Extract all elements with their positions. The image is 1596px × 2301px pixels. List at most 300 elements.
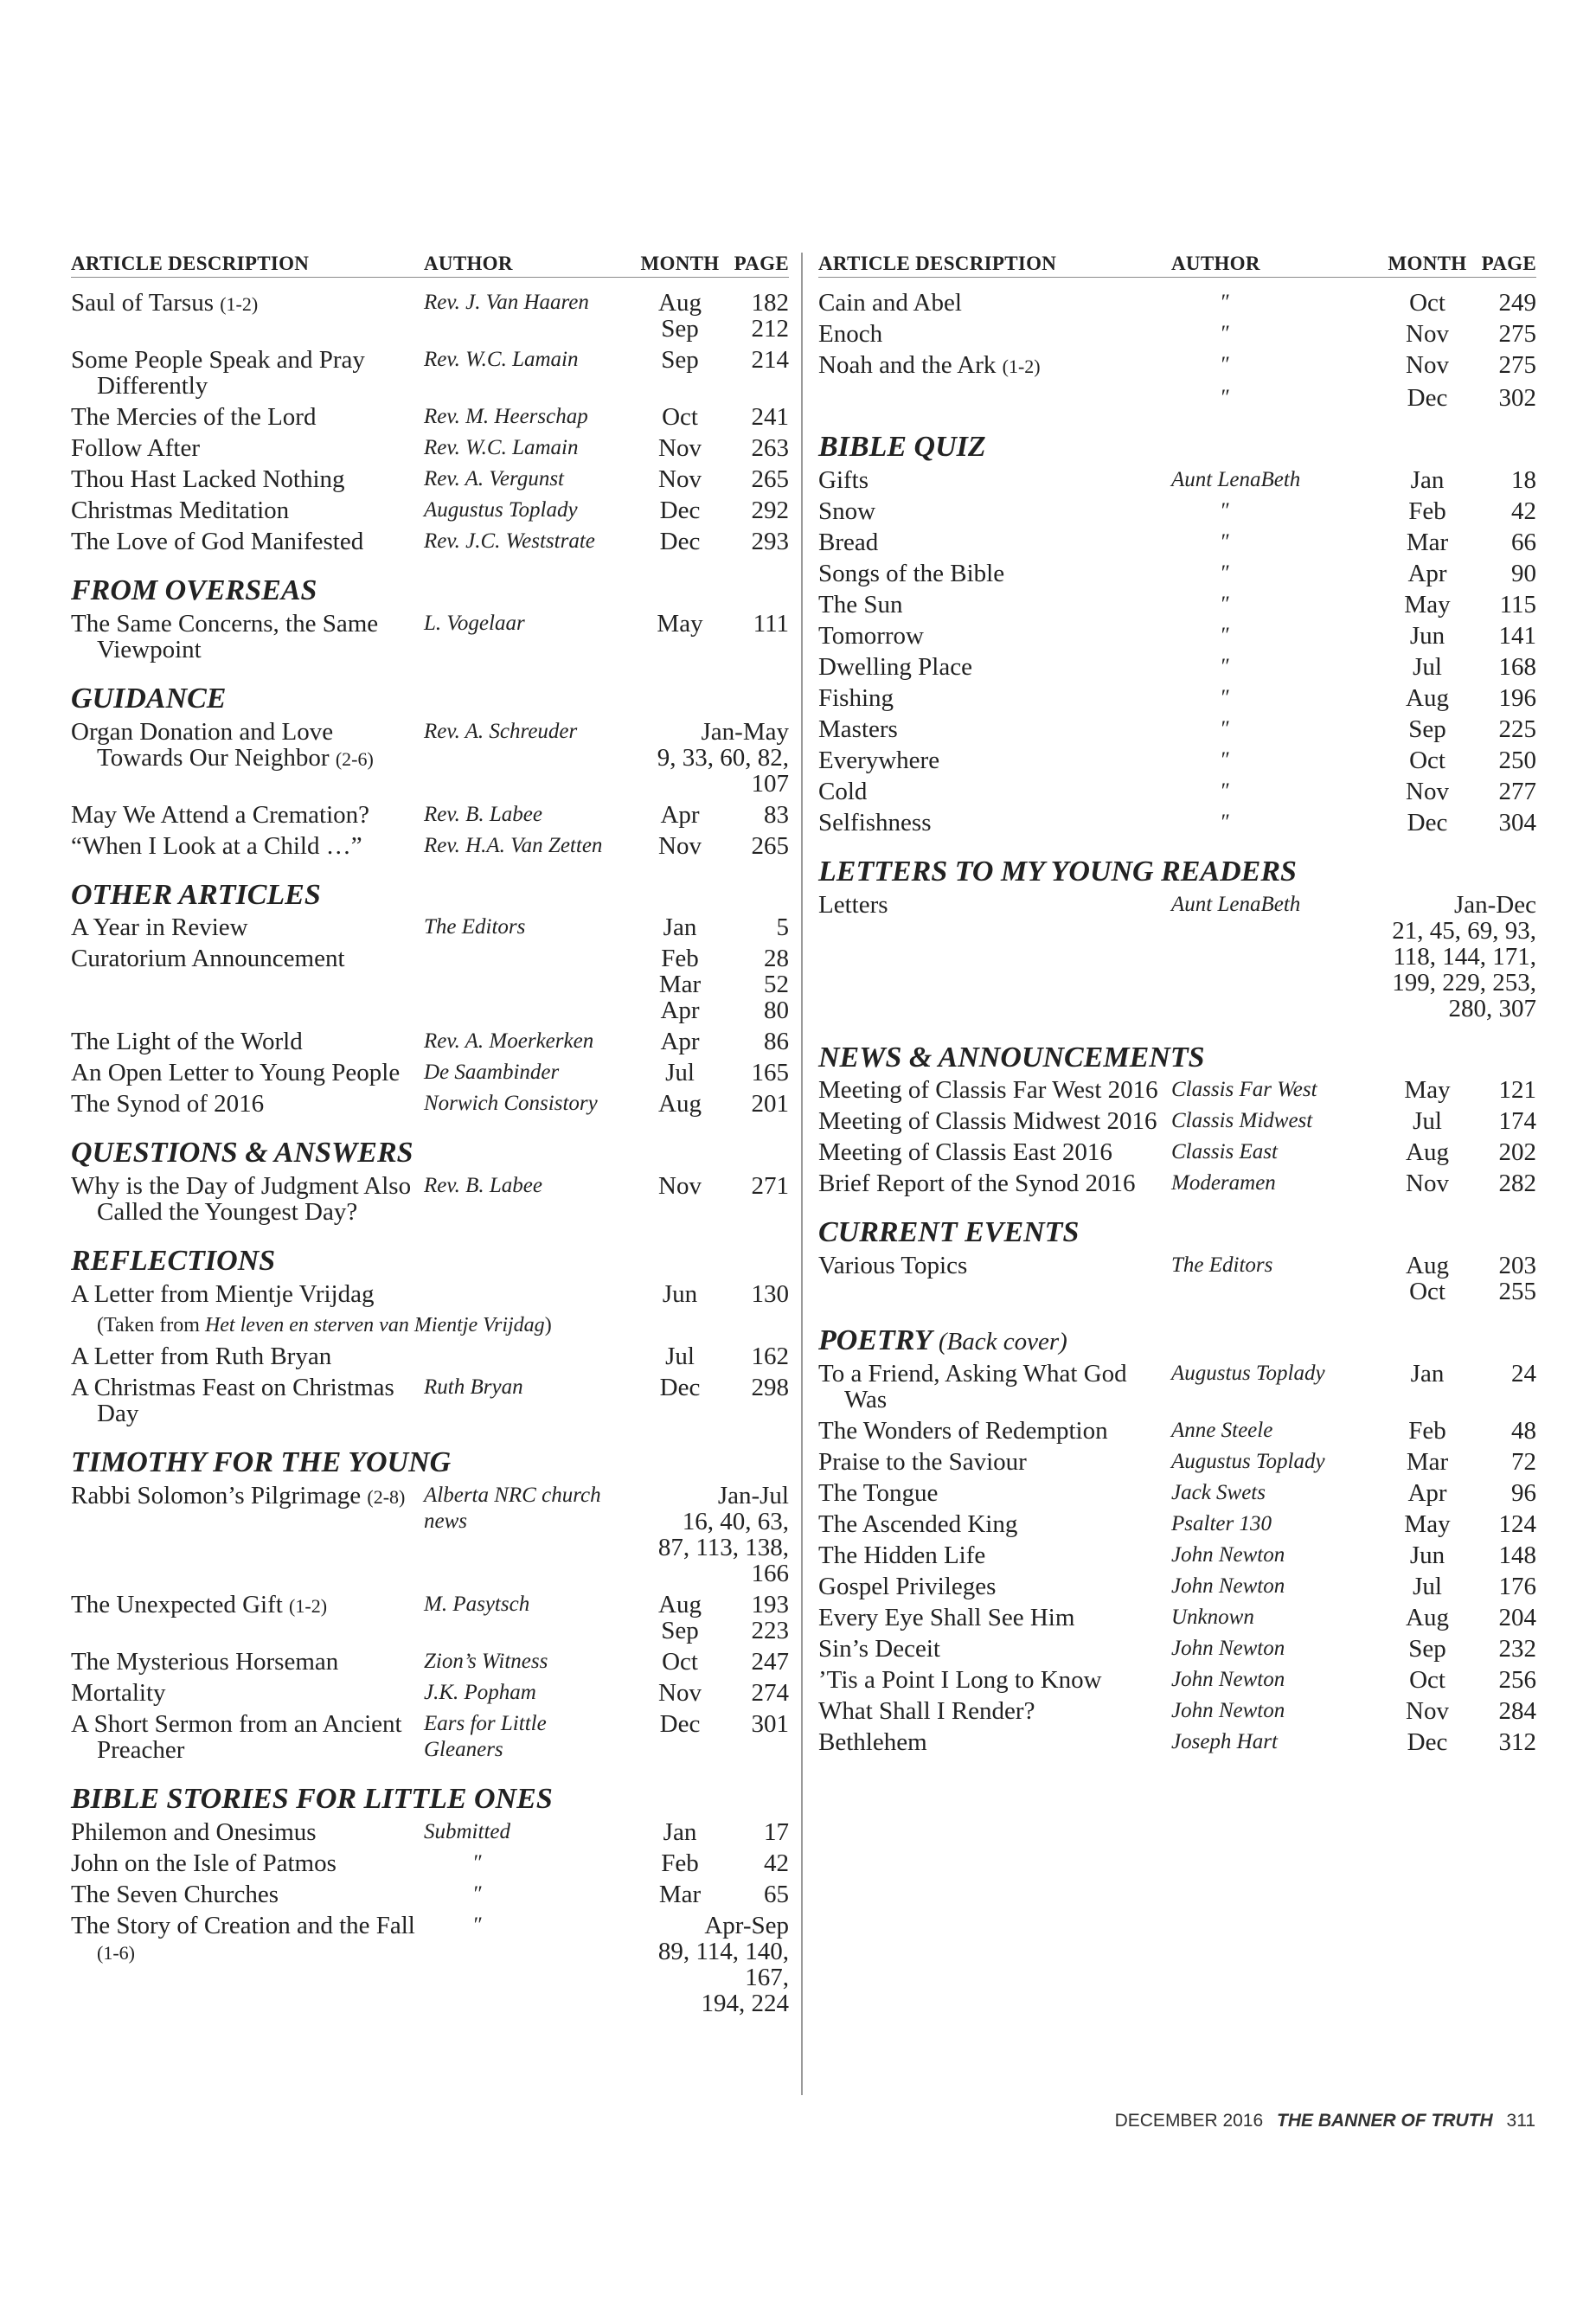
section-title-news: NEWS & ANNOUNCEMENTS <box>818 1041 1205 1074</box>
article-row <box>818 561 1536 586</box>
issue-month: Jul <box>665 1342 695 1370</box>
article-title <box>71 466 424 492</box>
article-row <box>818 321 1536 347</box>
article-author: Jack Swets <box>1171 1480 1266 1504</box>
article-title-text: Christmas Meditation <box>71 497 290 524</box>
issue-month: Nov <box>658 465 702 493</box>
article-title-text: The Sun <box>818 590 903 619</box>
issue-page-range: Jan-Dec 21, 45, 69, 93, 118, 144, 171, 199, 229, 253, 280, 307 <box>1392 890 1536 1022</box>
article-title <box>71 1680 424 1706</box>
issue-month: Jul <box>665 1059 695 1087</box>
issue-month: Dec <box>659 497 701 524</box>
article-title <box>818 747 1171 773</box>
article-row <box>818 1511 1536 1537</box>
article-title <box>818 685 1171 711</box>
article-title <box>71 1913 424 2016</box>
article-author: The Editors <box>424 915 526 939</box>
page-number: 250 <box>1498 746 1536 774</box>
article-part-numbers: (2-8) <box>367 1485 406 1508</box>
page-number: 271 <box>751 1172 789 1201</box>
article-row <box>818 592 1536 618</box>
ditto-mark: ″ <box>1220 498 1229 522</box>
article-author: Ears for Little Gleaners <box>424 1711 547 1761</box>
article-author: Joseph Hart <box>1171 1729 1278 1753</box>
article-author: Rev. J.C. Weststrate <box>424 529 595 553</box>
article-title <box>818 810 1171 836</box>
article-title <box>71 1060 424 1086</box>
article-row <box>71 1881 789 1907</box>
article-row <box>71 1029 789 1054</box>
article-part-numbers: (1-2) <box>289 1594 328 1617</box>
issue-month: Feb <box>1408 497 1446 525</box>
article-title-text: Letters <box>818 890 888 919</box>
issue-month: Aug Sep <box>658 1590 702 1644</box>
article-row <box>818 1729 1536 1755</box>
article-title <box>71 435 424 461</box>
page-number: 292 <box>751 497 789 524</box>
continued-list <box>818 290 1536 411</box>
article-title-text: Various Topics <box>818 1252 968 1280</box>
section-title-poetry <box>818 1324 1536 1359</box>
article-title-text: The Unexpected Gift <box>71 1590 283 1618</box>
issue-month: Nov <box>658 831 702 860</box>
article-row <box>71 497 789 523</box>
article-title-text: The Same Concerns, the Same Viewpoint <box>71 609 379 663</box>
article-title <box>818 1542 1171 1568</box>
header-description: ARTICLE DESCRIPTION <box>818 253 1057 274</box>
issue-month: Feb <box>661 1849 699 1877</box>
article-title <box>818 1729 1171 1755</box>
article-row <box>71 1091 789 1117</box>
article-row <box>71 1850 789 1876</box>
page-number: 196 <box>1498 683 1536 712</box>
source-note <box>71 1312 789 1338</box>
page-number: 202 <box>1498 1138 1536 1167</box>
article-title-text: “When I Look at a Child …” <box>71 831 362 860</box>
footer-magazine: THE BANNER OF TRUTH <box>1277 2111 1493 2131</box>
header-page: PAGE <box>1481 253 1536 274</box>
article-title-text: The Love of God Manifested <box>71 528 364 555</box>
issue-month: Nov <box>1406 777 1449 805</box>
page-number: 293 <box>751 528 789 555</box>
page-number: 277 <box>1498 777 1536 805</box>
page-number: 214 <box>751 346 789 374</box>
page-number: 275 <box>1498 320 1536 348</box>
ditto-mark: ″ <box>1220 716 1229 740</box>
top-articles-list <box>71 290 789 554</box>
page-number: 130 <box>751 1279 789 1308</box>
article-row <box>818 529 1536 555</box>
page-number: 304 <box>1498 808 1536 836</box>
issue-month: Feb Mar Apr <box>658 945 702 1025</box>
article-row <box>71 1060 789 1086</box>
issue-page-range: Jan-May 9, 33, 60, 82, 107 <box>657 717 789 798</box>
article-title <box>818 529 1171 555</box>
article-row <box>71 833 789 859</box>
section-title-timothy: TIMOTHY FOR THE YOUNG <box>71 1445 452 1478</box>
article-title <box>71 1711 424 1763</box>
article-title <box>71 290 424 342</box>
page-number: 24 <box>1511 1359 1536 1388</box>
article-row <box>818 498 1536 524</box>
article-author: Unknown <box>1171 1605 1254 1629</box>
reflections-list <box>71 1281 789 1426</box>
issue-month: Nov <box>658 434 702 462</box>
article-row <box>818 1574 1536 1599</box>
article-title-text: John on the Isle of Patmos <box>71 1849 337 1877</box>
page-number: 182 212 <box>751 289 789 343</box>
article-author: Classis Far West <box>1171 1078 1317 1102</box>
article-title <box>71 1881 424 1907</box>
article-title-text: Fishing <box>818 683 894 712</box>
article-title-text: Bethlehem <box>818 1727 927 1756</box>
issue-month: May <box>1404 1076 1451 1105</box>
article-author: M. Pasytsch <box>424 1592 530 1616</box>
article-author: Rev. B. Labee <box>424 1174 542 1198</box>
issue-month: Mar <box>1406 1447 1449 1476</box>
article-title-text: Philemon and Onesimus <box>71 1817 317 1846</box>
article-title <box>818 1605 1171 1631</box>
header-month: MONTH <box>1388 253 1467 274</box>
article-author: Zion’s Witness <box>424 1649 548 1673</box>
issue-month: Aug Oct <box>1406 1252 1449 1306</box>
article-title <box>71 497 424 523</box>
header-author: AUTHOR <box>424 253 513 274</box>
issue-month: Dec <box>1407 384 1448 412</box>
header-month: MONTH <box>640 253 720 274</box>
article-row <box>71 466 789 492</box>
article-title <box>818 892 1171 1022</box>
article-title <box>818 290 1171 316</box>
article-row <box>818 810 1536 836</box>
page-number: 312 <box>1498 1727 1536 1756</box>
article-title-text: Curatorium Announcement <box>71 945 345 973</box>
article-author: Rev. H.A. Van Zetten <box>424 833 603 857</box>
footer-page-number: 311 <box>1506 2111 1535 2131</box>
article-author: Rev. A. Schreuder <box>424 719 578 743</box>
ditto-mark: ″ <box>1220 592 1229 616</box>
ditto-mark: ″ <box>1220 322 1229 345</box>
ditto-mark: ″ <box>1220 353 1229 376</box>
article-title-text: Meeting of Classis Far West 2016 <box>818 1076 1158 1105</box>
article-author: Submitted <box>424 1819 510 1843</box>
page-number: 265 <box>751 831 789 860</box>
article-title <box>818 561 1171 586</box>
page-number: 42 <box>1511 497 1536 525</box>
issue-month: Nov <box>658 1678 702 1707</box>
issue-month: Mar <box>1406 528 1449 556</box>
article-row <box>818 467 1536 493</box>
article-author: John Newton <box>1171 1667 1285 1691</box>
article-author: Rev. A. Vergunst <box>424 467 564 490</box>
article-row <box>71 1680 789 1706</box>
article-title <box>818 1449 1171 1475</box>
ditto-mark: ″ <box>1220 654 1229 678</box>
article-row <box>71 1819 789 1845</box>
article-title-text: Noah and the Ark <box>818 351 997 379</box>
article-title <box>818 1698 1171 1724</box>
issue-month: Apr <box>1407 1478 1447 1507</box>
article-title-text: Thou Hast Lacked Nothing <box>71 465 345 493</box>
article-row <box>818 716 1536 742</box>
page-number: 176 <box>1498 1572 1536 1600</box>
issue-month: Feb <box>1408 1416 1446 1445</box>
article-title-text: Meeting of Classis Midwest 2016 <box>818 1107 1157 1136</box>
article-row <box>71 802 789 828</box>
article-title <box>818 1636 1171 1662</box>
issue-month: Dec <box>1407 1727 1448 1756</box>
article-row <box>818 1636 1536 1662</box>
page-number: 48 <box>1511 1416 1536 1445</box>
issue-month: Aug Sep <box>658 289 702 343</box>
issue-month: Mar <box>658 1880 702 1908</box>
section-title-letters: LETTERS TO MY YOUNG READERS <box>818 855 1297 888</box>
article-title-text: An Open Letter to Young People <box>71 1059 401 1087</box>
article-title-text: Rabbi Solomon’s Pilgrimage <box>71 1481 362 1509</box>
article-title-text: The Mysterious Horseman <box>71 1647 339 1676</box>
column-divider <box>801 253 803 2095</box>
article-title-text: Everywhere <box>818 746 940 774</box>
article-author <box>424 1343 628 1369</box>
article-title <box>818 1574 1171 1599</box>
article-title <box>818 1170 1171 1196</box>
article-row <box>818 1449 1536 1475</box>
article-title <box>818 1667 1171 1693</box>
bible-quiz-list <box>818 467 1536 836</box>
issue-month: Nov <box>1406 320 1449 348</box>
issue-month: Dec <box>659 1373 701 1401</box>
article-title-text: Follow After <box>71 434 201 462</box>
page-number: 203 255 <box>1498 1252 1536 1306</box>
page-number: 66 <box>1511 528 1536 556</box>
header-author: AUTHOR <box>1171 253 1260 274</box>
page-number: 162 <box>751 1342 789 1370</box>
source-note-text <box>71 1312 789 1338</box>
section-title-reflections: REFLECTIONS <box>71 1245 276 1278</box>
issue-month: Jan <box>1410 1359 1445 1388</box>
section-title-current-events: CURRENT EVENTS <box>818 1216 1080 1249</box>
news-list <box>818 1077 1536 1196</box>
article-title-text: The Synod of 2016 <box>71 1090 265 1118</box>
article-row <box>71 529 789 554</box>
article-title-text: Why is the Day of Judgment Also Called the Youngest Day? <box>71 1172 412 1227</box>
note-suffix: ) <box>544 1313 552 1336</box>
issue-page-range: Apr-Sep 89, 114, 140, 167, 194, 224 <box>657 1911 789 2017</box>
page-number: 72 <box>1511 1447 1536 1476</box>
article-row <box>71 1649 789 1675</box>
article-row <box>818 747 1536 773</box>
other-articles-list <box>71 914 789 1117</box>
article-title-text: Brief Report of the Synod 2016 <box>818 1170 1136 1198</box>
article-title <box>818 352 1171 380</box>
article-author: Ruth Bryan <box>424 1375 523 1399</box>
issue-month: Nov <box>658 1172 702 1201</box>
article-row <box>71 914 789 940</box>
article-author: Augustus Toplady <box>1171 1361 1325 1385</box>
issue-month: Sep <box>1408 715 1446 743</box>
article-row <box>818 1077 1536 1103</box>
letters-list <box>818 892 1536 1022</box>
page-number: 265 <box>751 465 789 493</box>
article-row <box>71 611 789 663</box>
page-number: 263 <box>751 434 789 462</box>
ditto-mark: ″ <box>1220 810 1229 834</box>
timothy-list <box>71 1483 789 1763</box>
article-title <box>818 1511 1171 1537</box>
ditto-mark: ″ <box>472 1850 482 1875</box>
article-part-numbers: (2-6) <box>335 747 374 770</box>
article-row <box>818 1605 1536 1631</box>
issue-month: Nov <box>1406 1170 1449 1198</box>
article-row <box>818 892 1536 1022</box>
ditto-mark: ″ <box>1220 685 1229 709</box>
article-title-text: Snow <box>818 497 876 525</box>
page-number: 204 <box>1498 1603 1536 1631</box>
article-title <box>71 1343 424 1369</box>
article-part-numbers: (1-2) <box>220 293 259 315</box>
issue-month: Apr <box>660 1028 700 1056</box>
ditto-mark: ″ <box>472 1913 482 1937</box>
poetry-list <box>818 1361 1536 1755</box>
article-title-text: Songs of the Bible <box>818 559 1005 587</box>
article-title-text: Enoch <box>818 320 883 348</box>
article-title <box>818 592 1171 618</box>
article-title-text: Masters <box>818 715 898 743</box>
article-title-text: Mortality <box>71 1678 166 1707</box>
article-row <box>71 1711 789 1763</box>
article-title-text: Some People Speak and Pray Differently <box>71 346 365 400</box>
article-title <box>818 779 1171 804</box>
page-number: 193 223 <box>751 1590 789 1644</box>
poetry-title: POETRY <box>818 1324 932 1357</box>
article-title <box>71 1592 424 1644</box>
page-number: 111 <box>753 609 789 638</box>
article-title <box>71 1029 424 1054</box>
article-row <box>818 1361 1536 1413</box>
article-title-text: Gifts <box>818 465 869 494</box>
section-title-guidance: GUIDANCE <box>71 682 227 715</box>
article-title-text: The Story of Creation and the Fall <box>71 1911 415 1939</box>
article-row <box>818 1542 1536 1568</box>
article-title <box>818 321 1171 347</box>
issue-month: Dec <box>659 528 701 555</box>
page-number: 115 <box>1499 590 1536 619</box>
article-row <box>71 435 789 461</box>
page-number: 165 <box>751 1059 789 1087</box>
article-row <box>71 719 789 797</box>
section-title-overseas: FROM OVERSEAS <box>71 574 317 606</box>
article-title <box>818 716 1171 742</box>
issue-month: Jun <box>1409 621 1445 650</box>
article-title-text: ’Tis a Point I Long to Know <box>818 1665 1102 1694</box>
qa-list <box>71 1173 789 1225</box>
issue-month: Jan <box>1410 465 1445 494</box>
page-number: 141 <box>1498 621 1536 650</box>
article-row <box>818 685 1536 711</box>
article-row <box>71 1913 789 2016</box>
article-author: Rev. M. Heerschap <box>424 405 588 428</box>
issue-month: Nov <box>1406 1696 1449 1725</box>
page-footer <box>1115 2111 1535 2131</box>
article-part-numbers: (1-6) <box>97 1941 135 1964</box>
page-number: 148 <box>1498 1541 1536 1569</box>
article-row <box>71 404 789 430</box>
article-author: Augustus Toplady <box>1171 1449 1325 1473</box>
article-author: Rev. J. Van Haaren <box>424 291 589 314</box>
article-author <box>424 945 628 1023</box>
article-author: Rev. A. Moerkerken <box>424 1029 594 1054</box>
issue-month: Jul <box>1413 652 1442 681</box>
issue-month: Jan <box>663 1817 697 1846</box>
footer-date: DECEMBER 2016 <box>1114 2111 1264 2131</box>
article-author: Alberta NRC church news <box>424 1483 601 1533</box>
article-title <box>71 611 424 663</box>
article-title-text: Sin’s Deceit <box>818 1634 940 1663</box>
article-title-text: The Seven Churches <box>71 1880 279 1908</box>
article-title <box>71 1173 424 1225</box>
article-title <box>818 1077 1171 1103</box>
page-number: 18 <box>1511 465 1536 494</box>
ditto-mark: ″ <box>472 1881 482 1906</box>
article-title <box>71 802 424 828</box>
article-title <box>818 1139 1171 1165</box>
article-row <box>818 779 1536 804</box>
article-author: Aunt LenaBeth <box>1171 892 1301 916</box>
overseas-list <box>71 611 789 663</box>
ditto-mark: ″ <box>1220 561 1229 585</box>
article-author: Norwich Consistory <box>424 1092 598 1116</box>
article-row <box>71 290 789 342</box>
article-title <box>818 1361 1171 1413</box>
section-title-other-articles: OTHER ARTICLES <box>71 878 321 911</box>
page-number: 124 <box>1498 1509 1536 1538</box>
article-author: Augustus Toplady <box>424 498 578 522</box>
page-number: 241 <box>751 403 789 431</box>
article-row <box>818 385 1536 411</box>
issue-month: Apr <box>660 800 700 829</box>
article-title-text: May We Attend a Cremation? <box>71 800 370 829</box>
issue-month: Aug <box>1406 683 1449 712</box>
page-number: 225 <box>1498 715 1536 743</box>
issue-month: Sep <box>1408 1634 1446 1663</box>
article-title-text: Saul of Tarsus <box>71 289 214 317</box>
page-number: 232 <box>1498 1634 1536 1663</box>
page-number: 282 <box>1498 1170 1536 1198</box>
article-author: Psalter 130 <box>1171 1511 1272 1535</box>
article-author: J.K. Popham <box>424 1680 536 1704</box>
article-row <box>818 1667 1536 1693</box>
article-title-text: The Tongue <box>818 1478 939 1507</box>
article-author: L. Vogelaar <box>424 611 525 635</box>
article-row <box>818 1418 1536 1444</box>
page-number: 284 <box>1498 1696 1536 1725</box>
article-row <box>818 352 1536 380</box>
article-title <box>71 914 424 940</box>
section-title-bible-quiz: BIBLE QUIZ <box>818 431 986 463</box>
article-title-text: A Short Sermon from an Ancient Preacher <box>71 1709 402 1764</box>
article-title-text: Cain and Abel <box>818 289 962 317</box>
article-row <box>71 347 789 399</box>
article-author: John Newton <box>1171 1542 1285 1567</box>
article-title <box>71 1850 424 1876</box>
article-title <box>71 529 424 554</box>
page-number: 42 <box>764 1849 789 1877</box>
page-number: 201 <box>751 1090 789 1118</box>
article-title <box>71 719 424 797</box>
article-title-text: Cold <box>818 777 868 805</box>
issue-month: Nov <box>1406 351 1449 379</box>
article-author: John Newton <box>1171 1636 1285 1660</box>
